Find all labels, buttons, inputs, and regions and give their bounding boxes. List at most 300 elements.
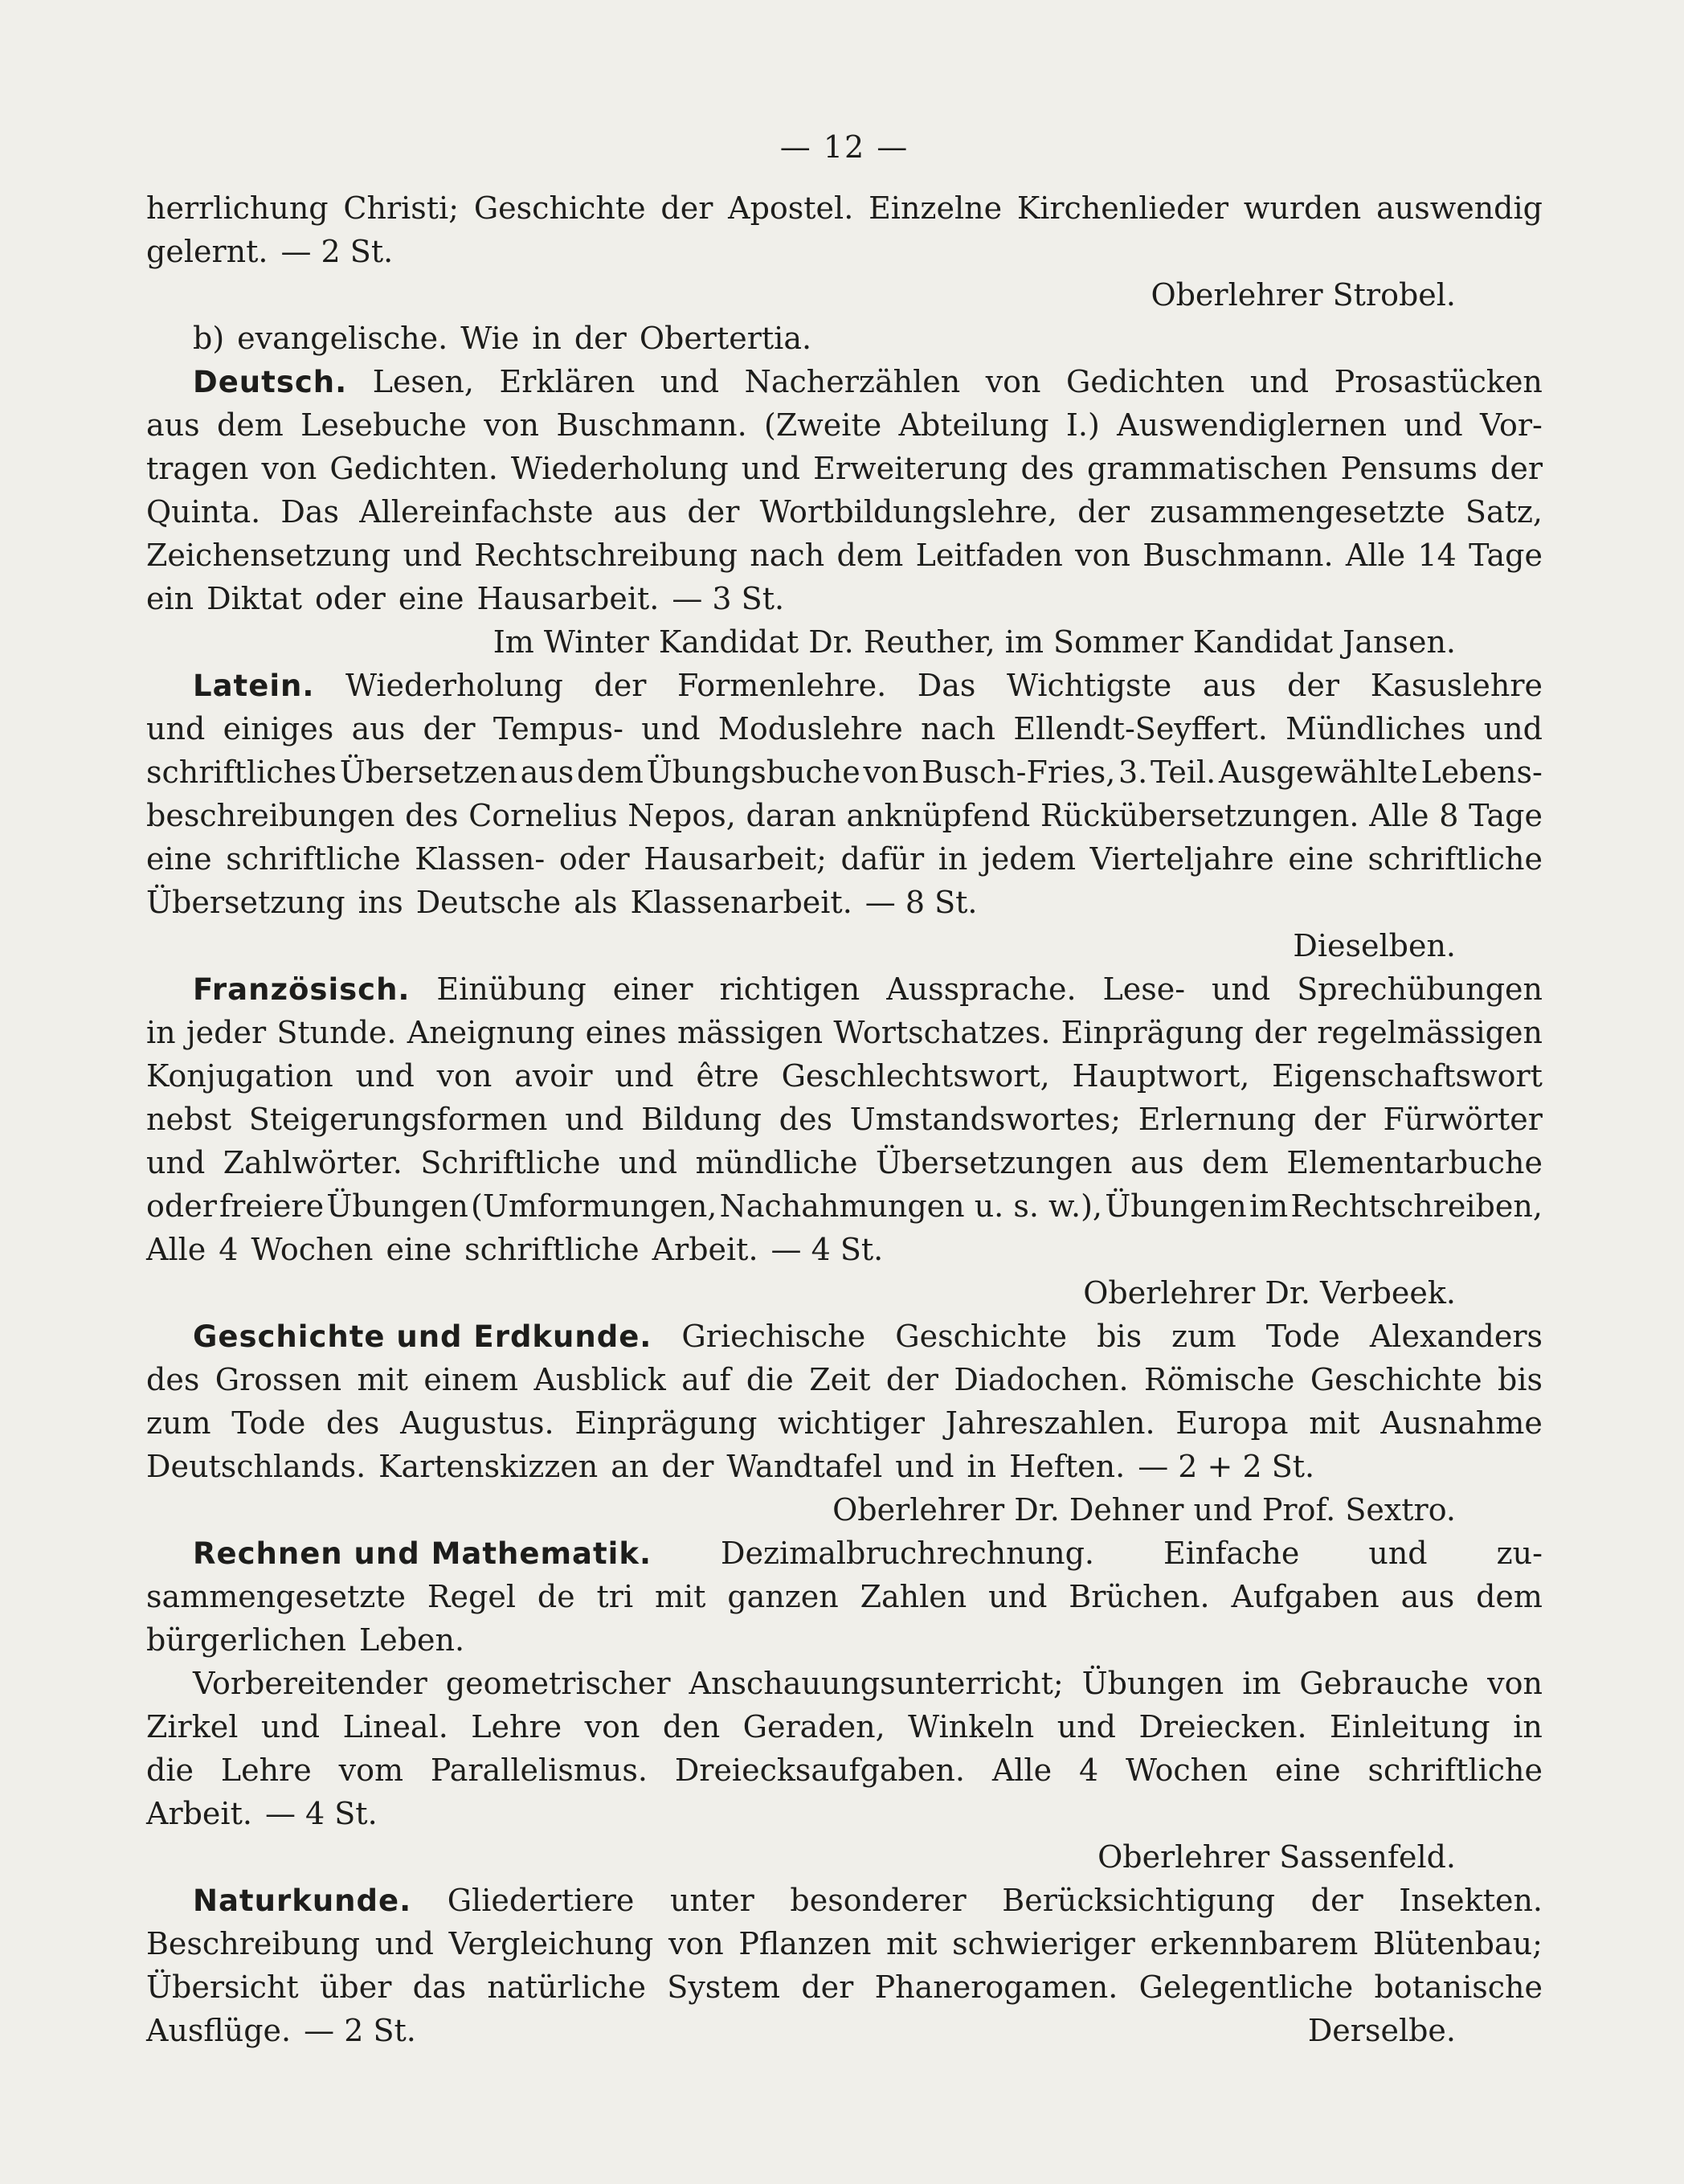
word: Vergleichung — [448, 1926, 654, 1961]
text-line — [146, 1879, 1543, 1922]
word: Parallelismus. — [430, 1753, 648, 1788]
word: die — [746, 1362, 794, 1397]
word: Griechische — [681, 1319, 866, 1354]
word: bürgerlichen — [146, 1622, 346, 1658]
word: der — [660, 190, 713, 226]
word: im — [1249, 1188, 1289, 1224]
word: Wandtafel — [726, 1449, 883, 1484]
word: in — [938, 841, 968, 877]
word: Leitfaden — [915, 538, 1063, 573]
word: (Zweite — [764, 407, 882, 443]
word: Nepos, — [627, 798, 736, 833]
word: einem — [423, 1362, 519, 1397]
word: und — [1483, 711, 1543, 746]
word: Hausarbeit; — [644, 841, 827, 877]
word: evangelische. — [237, 321, 448, 356]
word: auswendig — [1376, 190, 1543, 226]
word: Alle — [1345, 538, 1406, 573]
text-line — [146, 794, 1543, 837]
word: aus — [351, 711, 406, 746]
word: und — [565, 1102, 624, 1137]
word: Römische — [1144, 1362, 1295, 1397]
word: Gebrauche — [1299, 1666, 1469, 1701]
word: Lesen, — [372, 364, 474, 399]
word: und — [374, 1926, 434, 1961]
word: Rückübersetzungen. — [1040, 798, 1359, 833]
word: Diktat — [206, 581, 302, 616]
text-line — [146, 1532, 1543, 1575]
word: unter — [669, 1883, 754, 1918]
text-line — [146, 1792, 1543, 1835]
word: Teil. — [1150, 755, 1216, 790]
word: der — [885, 1362, 938, 1397]
word: Abteilung — [898, 407, 1049, 443]
word: und — [260, 1709, 321, 1744]
word: Beschreibung — [146, 1926, 361, 1961]
word: aus — [1202, 668, 1257, 703]
word: die — [146, 1753, 194, 1788]
page-number: — 12 — — [779, 129, 909, 165]
word: von — [484, 407, 540, 443]
subject-heading: Deutsch. — [193, 365, 348, 399]
word: Eigenschaftswort — [1272, 1058, 1543, 1094]
word: von — [1075, 538, 1130, 573]
word: Mündliches — [1285, 711, 1466, 746]
word: Erlernung — [1138, 1102, 1297, 1137]
word: Alle — [146, 1232, 206, 1267]
subject-heading: Latein. — [193, 669, 315, 703]
word: aus — [613, 494, 668, 530]
word: eine — [1288, 841, 1354, 877]
word: Lehre — [471, 1709, 562, 1744]
word: Heften. — [1009, 1449, 1126, 1484]
word: jeder — [186, 1015, 267, 1050]
text-line — [146, 1271, 1543, 1315]
word: 3. — [1118, 755, 1148, 790]
word: Vierteljahre — [1089, 841, 1274, 877]
subject-heading: Rechnen und Mathematik. — [193, 1536, 652, 1571]
signature: Im Winter Kandidat Dr. Reuther, im Sommer Kandidat Jansen. — [493, 624, 1456, 660]
word: und — [1368, 1536, 1428, 1571]
word: ein — [146, 581, 194, 616]
word: grammatischen — [1086, 451, 1328, 486]
word: geometrischer — [445, 1666, 671, 1701]
word: von — [985, 364, 1041, 399]
word: Alle — [991, 1753, 1052, 1788]
text-line — [146, 1835, 1543, 1879]
text-line — [146, 1098, 1543, 1141]
word: aus — [1130, 1145, 1184, 1180]
word: — 4 St. — [264, 1796, 378, 1831]
word: Übersetzungen — [875, 1145, 1113, 1180]
text-line — [146, 1965, 1543, 2009]
word: Zeit — [809, 1362, 871, 1397]
word: Übersicht — [146, 1969, 299, 2005]
word: (Umformungen, — [471, 1188, 717, 1224]
word: der — [594, 668, 647, 703]
text-line — [146, 1575, 1543, 1618]
word: Ausblick — [533, 1362, 666, 1397]
word: Rechtschreiben, — [1290, 1188, 1543, 1224]
word: gelernt. — [146, 234, 268, 269]
word: Wie — [460, 321, 520, 356]
signature: Derselbe. — [1307, 2013, 1456, 2048]
word: Konjugation — [146, 1058, 333, 1094]
word: Alexanders — [1369, 1319, 1543, 1354]
text-line — [146, 317, 1543, 360]
text-line — [146, 1358, 1543, 1401]
text-line — [146, 273, 1543, 317]
word: Das — [280, 494, 340, 530]
word: der — [423, 711, 476, 746]
word: Buschmann. — [1142, 538, 1334, 573]
word: und — [403, 538, 462, 573]
word: eine — [386, 1232, 452, 1267]
text-line — [146, 967, 1543, 1011]
word: schriftliche — [1367, 841, 1543, 877]
word: dem — [836, 538, 904, 573]
word: und — [641, 711, 701, 746]
word: über — [319, 1969, 392, 2005]
word: Anschauungsunterricht; — [689, 1666, 1064, 1701]
word: und — [146, 1145, 206, 1180]
word: Wiederholung — [510, 451, 729, 486]
text-line — [146, 1618, 1543, 1662]
text-line — [146, 186, 1543, 230]
word: der — [1077, 494, 1130, 530]
word: Christi; — [343, 190, 460, 226]
word: Regel — [427, 1579, 516, 1614]
word: avoir — [514, 1058, 593, 1094]
word: von — [436, 1058, 493, 1094]
word: Dreiecken. — [1138, 1709, 1307, 1744]
word: von — [261, 451, 317, 486]
word: Gedichten. — [329, 451, 498, 486]
word: Übersetzung — [146, 885, 345, 920]
word: 4 — [1078, 1753, 1099, 1788]
word: Bildung — [641, 1102, 762, 1137]
word: Busch-Fries, — [922, 755, 1116, 790]
word: von — [584, 1709, 640, 1744]
word: 4 — [219, 1232, 239, 1267]
text-line — [146, 2009, 1543, 2052]
word: des — [326, 1405, 380, 1441]
word: Zeichensetzung — [146, 538, 391, 573]
word: dem — [216, 407, 284, 443]
word: Ausnahme — [1380, 1405, 1543, 1441]
text-line — [146, 1011, 1543, 1054]
text-line — [146, 230, 1543, 273]
word: den — [662, 1709, 721, 1744]
word: de — [537, 1579, 575, 1614]
word: Pensums — [1340, 451, 1478, 486]
word: Geraden, — [742, 1709, 885, 1744]
word: Geschlechtswort, — [781, 1058, 1050, 1094]
word: Elementarbuche — [1286, 1145, 1543, 1180]
word: und — [895, 1449, 954, 1484]
word: sammengesetzte — [146, 1579, 407, 1614]
word: dem — [1476, 1579, 1543, 1614]
word: Nacherzählen — [744, 364, 961, 399]
word: Apostel. — [728, 190, 854, 226]
word: Insekten. — [1399, 1883, 1543, 1918]
word: Geschichte — [1310, 1362, 1482, 1397]
text-line — [146, 1705, 1543, 1748]
word: an — [611, 1449, 649, 1484]
word: Einleitung — [1330, 1709, 1490, 1744]
word: schwieriger — [952, 1926, 1135, 1961]
word: Lese- — [1102, 971, 1186, 1007]
word: Schriftliche — [420, 1145, 601, 1180]
word: Ellendt-Seyffert. — [1013, 711, 1268, 746]
word: dem — [577, 755, 644, 790]
word: und — [1057, 1709, 1117, 1744]
word: zusammengesetzte — [1150, 494, 1445, 530]
text-line — [146, 1315, 1543, 1358]
subject-heading: Französisch. — [193, 972, 411, 1007]
word: — 2 St. — [280, 234, 394, 269]
word: erkennbarem — [1150, 1926, 1359, 1961]
word: System — [667, 1969, 781, 2005]
word: Tage — [1469, 538, 1543, 573]
word: Einübung — [436, 971, 587, 1007]
word: 8 — [1439, 798, 1459, 833]
word: des — [779, 1102, 832, 1137]
word: mit — [886, 1926, 938, 1961]
word: Nachahmungen u. s. w.), — [719, 1188, 1102, 1224]
text-line — [146, 1445, 1543, 1488]
word: nebst — [146, 1102, 232, 1137]
word: der — [687, 494, 740, 530]
word: Sprechübungen — [1297, 971, 1543, 1007]
text-body — [146, 186, 1543, 2052]
word: b) — [193, 321, 225, 356]
word: der — [1310, 1883, 1363, 1918]
word: Kirchenlieder — [1016, 190, 1229, 226]
text-line — [146, 1748, 1543, 1792]
word: Hauptwort, — [1072, 1058, 1250, 1094]
word: Brüchen. — [1069, 1579, 1210, 1614]
text-line — [146, 490, 1543, 534]
word: zu- — [1496, 1536, 1543, 1571]
text-line — [146, 1228, 1543, 1271]
word: Kasuslehre — [1370, 668, 1543, 703]
signature: Dieselben. — [1293, 928, 1456, 963]
word: Europa — [1175, 1405, 1289, 1441]
word: in — [146, 1015, 176, 1050]
word: der — [1287, 668, 1340, 703]
word: Wiederholung — [345, 668, 563, 703]
text-line — [146, 1054, 1543, 1098]
word: — 8 St. — [864, 885, 978, 920]
word: Blütenbau; — [1372, 1926, 1543, 1961]
word: eine — [146, 841, 212, 877]
word: der — [1490, 451, 1543, 486]
word: und — [988, 1579, 1048, 1614]
word: Lehre — [220, 1753, 312, 1788]
word: der — [661, 1449, 714, 1484]
word: Deutschlands. — [146, 1449, 366, 1484]
word: Lesebuche — [300, 407, 467, 443]
word: einiges — [223, 711, 334, 746]
signature: Oberlehrer Strobel. — [1151, 277, 1456, 313]
word: Klassen- — [415, 841, 546, 877]
word: auf — [681, 1362, 731, 1397]
text-line — [146, 664, 1543, 707]
word: in — [967, 1449, 997, 1484]
word: Fürwörter — [1383, 1102, 1543, 1137]
word: in — [1513, 1709, 1543, 1744]
word: Augustus. — [400, 1405, 554, 1441]
text-line — [146, 837, 1543, 881]
text-line — [146, 360, 1543, 403]
word: Tode — [1265, 1319, 1340, 1354]
word: — 3 St. — [672, 581, 785, 616]
word: Aufgaben — [1231, 1579, 1379, 1614]
word: oder — [146, 1188, 217, 1224]
word: eine — [1275, 1753, 1341, 1788]
word: von — [1487, 1666, 1543, 1701]
word: Winkeln — [908, 1709, 1035, 1744]
word: Einfache — [1163, 1536, 1300, 1571]
word: Aussprache. — [886, 971, 1077, 1007]
text-line — [146, 1184, 1543, 1228]
word: mit — [357, 1362, 408, 1397]
text-line — [146, 924, 1543, 967]
word: und — [355, 1058, 415, 1094]
word: richtigen — [719, 971, 860, 1007]
word: und — [660, 364, 720, 399]
word: Jahreszahlen. — [945, 1405, 1155, 1441]
word: einer — [612, 971, 693, 1007]
word: Umstandswortes; — [849, 1102, 1122, 1137]
word: anknüpfend — [846, 798, 1031, 833]
word: Wochen — [1126, 1753, 1249, 1788]
word: und — [1404, 407, 1463, 443]
word: Übungen — [1081, 1666, 1224, 1701]
word: des — [1020, 451, 1074, 486]
word: Zahlen — [860, 1579, 967, 1614]
word: oder — [558, 841, 630, 877]
word: der — [1254, 1015, 1306, 1050]
word: Allereinfachste — [359, 494, 594, 530]
word: Vorbereitender — [193, 1666, 427, 1701]
text-line — [146, 1488, 1543, 1532]
word: Wichtigste — [1006, 668, 1172, 703]
word: Stunde. — [276, 1015, 397, 1050]
word: Übungsbuche — [646, 755, 860, 790]
word: und — [1211, 971, 1271, 1007]
word: Alle — [1369, 798, 1429, 833]
word: Diadochen. — [954, 1362, 1129, 1397]
word: zum — [1171, 1319, 1236, 1354]
word: Ausgewählte — [1218, 755, 1418, 790]
word: Tempus- — [493, 711, 623, 746]
text-line — [146, 447, 1543, 490]
word: das — [412, 1969, 467, 2005]
word: daran — [746, 798, 836, 833]
word: bis — [1097, 1319, 1142, 1354]
word: Einprägung — [1061, 1015, 1244, 1050]
signature: Oberlehrer Sassenfeld. — [1097, 1839, 1456, 1875]
word: Berücksichtigung — [1002, 1883, 1276, 1918]
word: im — [1242, 1666, 1281, 1701]
subject-heading: Naturkunde. — [193, 1883, 412, 1918]
text-line — [146, 403, 1543, 447]
word: zum — [146, 1405, 211, 1441]
word: mässigen — [676, 1015, 824, 1050]
word: Deutsche — [415, 885, 562, 920]
word: Wortschatzes. — [833, 1015, 1051, 1050]
word: und — [741, 451, 801, 486]
word: und — [615, 1058, 674, 1094]
word: tri — [596, 1579, 634, 1614]
word: als — [574, 885, 618, 920]
word: Arbeit. — [652, 1232, 758, 1267]
word: des — [146, 1362, 200, 1397]
word: Das — [917, 668, 976, 703]
text-line — [146, 1662, 1543, 1705]
text-line — [146, 1922, 1543, 1965]
word: Gedichten — [1066, 364, 1225, 399]
word: Übungen — [1105, 1188, 1247, 1224]
word: schriftliches — [146, 755, 337, 790]
word: Einzelne — [869, 190, 1003, 226]
word: mit — [654, 1579, 706, 1614]
word: Einprägung — [574, 1405, 758, 1441]
word: Auswendiglernen — [1117, 407, 1388, 443]
text-line — [146, 577, 1543, 620]
word: wurden — [1243, 190, 1362, 226]
word: schriftliche — [1367, 1753, 1543, 1788]
word: der — [1313, 1102, 1366, 1137]
word: beschreibungen — [146, 798, 395, 833]
word: oder — [314, 581, 386, 616]
word: mit — [1309, 1405, 1360, 1441]
word: des — [405, 798, 459, 833]
text-line — [146, 1141, 1543, 1184]
word: und — [146, 711, 206, 746]
word: 14 — [1417, 538, 1457, 573]
text-line — [146, 750, 1543, 794]
word: eine — [398, 581, 464, 616]
word: Tage — [1469, 798, 1543, 833]
word: vom — [338, 1753, 403, 1788]
word: Cornelius — [468, 798, 618, 833]
signature: Oberlehrer Dr. Verbeek. — [1083, 1275, 1456, 1311]
word: être — [696, 1058, 759, 1094]
word: Steigerungsformen — [248, 1102, 548, 1137]
word: Zirkel — [146, 1709, 239, 1744]
text-line — [146, 534, 1543, 577]
word: — 2 + 2 St. — [1138, 1449, 1315, 1484]
word: mündliche — [695, 1145, 858, 1180]
word: Geschichte — [895, 1319, 1068, 1354]
word: tragen — [146, 451, 249, 486]
word: Wochen — [251, 1232, 374, 1267]
subject-heading: Geschichte und Erdkunde. — [193, 1319, 652, 1354]
word: Lebens- — [1420, 755, 1543, 790]
word: regelmässigen — [1317, 1015, 1543, 1050]
signature: Oberlehrer Dr. Dehner und Prof. Sextro. — [832, 1492, 1456, 1528]
word: von — [863, 755, 919, 790]
word: schriftliche — [226, 841, 401, 877]
word: Prosastücken — [1334, 364, 1543, 399]
text-line — [146, 707, 1543, 750]
word: Moduslehre — [717, 711, 903, 746]
word: Dezimalbruchrechnung. — [721, 1536, 1094, 1571]
word: Erweiterung — [813, 451, 1008, 486]
